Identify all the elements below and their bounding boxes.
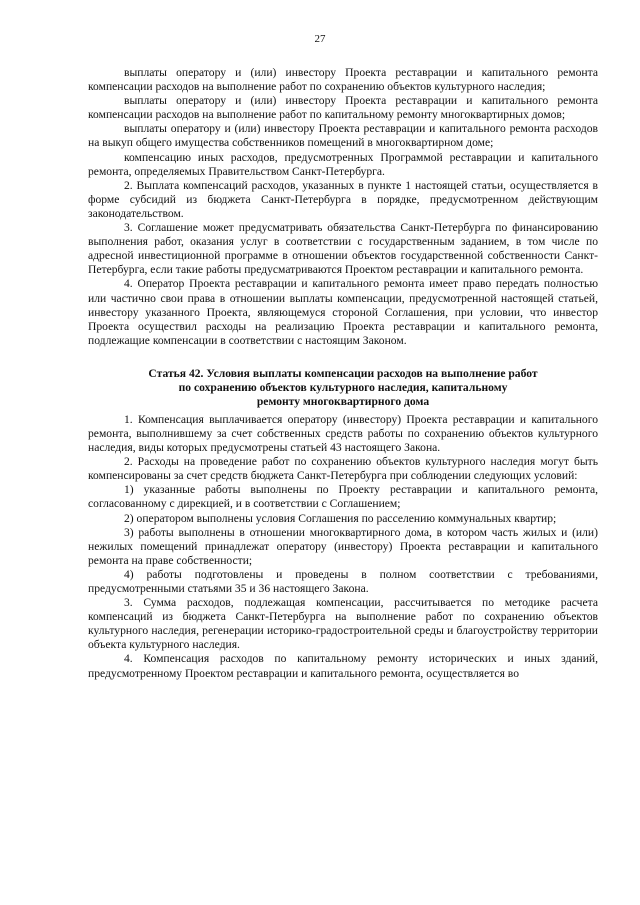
page-number: 27 [314, 33, 326, 45]
paragraph: 2. Расходы на проведение работ по сохранению объектов культурного наследия могут быть компенсированы за счет средств бюджета Санкт-Петербурга при соблюдении следующих условий: [88, 455, 598, 483]
paragraph: 4. Компенсация расходов по капитальному ремонту исторических и иных зданий, предусмотренному Проектом реставрации и капитального ремонта, осуществляется во [88, 652, 598, 680]
paragraph: 1. Компенсация выплачивается оператору (инвестору) Проекта реставрации и капитального ремонта, выполнившему за счет собственных средств работы по сохранению объектов культурного наследия, виды которых предусмотрены статьей 43 настоящего Закона. [88, 412, 598, 455]
paragraphs-bottom [88, 413, 598, 681]
paragraph: 4. Оператор Проекта реставрации и капитального ремонта имеет право передать полностью или частично свои права в отношении выплаты компенсации, предусмотренной настоящей статьей, инвестору указанного Проекта, являющемуся стороной Соглашения, при условии, что инвестор Проекта осуществил расходы на реализацию Проекта реставрации и капитального ремонта, подлежащие компенсации в соответствии с настоящим Законом. [88, 277, 598, 347]
article-heading [88, 367, 598, 409]
paragraph: 3. Сумма расходов, подлежащая компенсации, рассчитывается по методике расчета компенсаций из бюджета Санкт-Петербурга на выполнение работ по сохранению объектов культурного наследия, регенерации историко-градостроительной среды и благоустройству территории объекта культурного наследия. [88, 596, 598, 652]
paragraph: 2) оператором выполнены условия Соглашения по расселению коммунальных квартир; [124, 511, 557, 525]
paragraph: выплаты оператору и (или) инвестору Проекта реставрации и капитального ремонта расходов на выкуп общего имущества собственников помещений в многоквартирном доме; [88, 122, 598, 150]
article-heading-line: Статья 42. Условия выплаты компенсации расходов на выполнение работ [148, 366, 538, 380]
paragraph: выплаты оператору и (или) инвестору Проекта реставрации и капитального ремонта компенсации расходов на выполнение работ по капитальному ремонту многоквартирных домов; [88, 94, 598, 122]
paragraph: 1) указанные работы выполнены по Проекту реставрации и капитального ремонта, согласованному с дирекцией, и в соответствии с Соглашением; [88, 483, 598, 511]
paragraph: выплаты оператору и (или) инвестору Проекта реставрации и капитального ремонта компенсации расходов на выполнение работ по сохранению объектов культурного наследия; [88, 66, 598, 94]
paragraph: 3) работы выполнены в отношении многоквартирного дома, в котором часть жилых и (или) нежилых помещений принадлежат оператору (инвестору) Проекта реставрации и капитального ремонта на праве собственности; [88, 525, 598, 567]
paragraph: компенсацию иных расходов, предусмотренных Программой реставрации и капитального ремонта, определяемых Правительством Санкт-Петербурга. [88, 150, 598, 178]
paragraph: 2. Выплата компенсаций расходов, указанных в пункте 1 настоящей статьи, осуществляется в форме субсидий из бюджета Санкт-Петербурга в порядке, предусмотренном действующим законодательством. [88, 178, 598, 220]
article-heading-line: ремонту многоквартирного дома [256, 394, 430, 408]
article-heading-line: по сохранению объектов культурного наследия, капитальному [178, 380, 508, 394]
paragraph: 4) работы подготовлены и проведены в полном соответствии с требованиями, предусмотренными статьями 35 и 36 настоящего Закона. [88, 567, 598, 595]
paragraph: 3. Соглашение может предусматривать обязательства Санкт-Петербурга по финансированию выполнения работ, оказания услуг в соответствии с государственным заданием, в том числе по адресной инвестиционной программе в отношении объектов государственной собственности Санкт-Петербурга, если такие работы предусматриваются Проектом реставрации и капитального ремонта. [88, 221, 598, 277]
paragraphs-top [88, 66, 598, 348]
document-body [88, 66, 598, 681]
